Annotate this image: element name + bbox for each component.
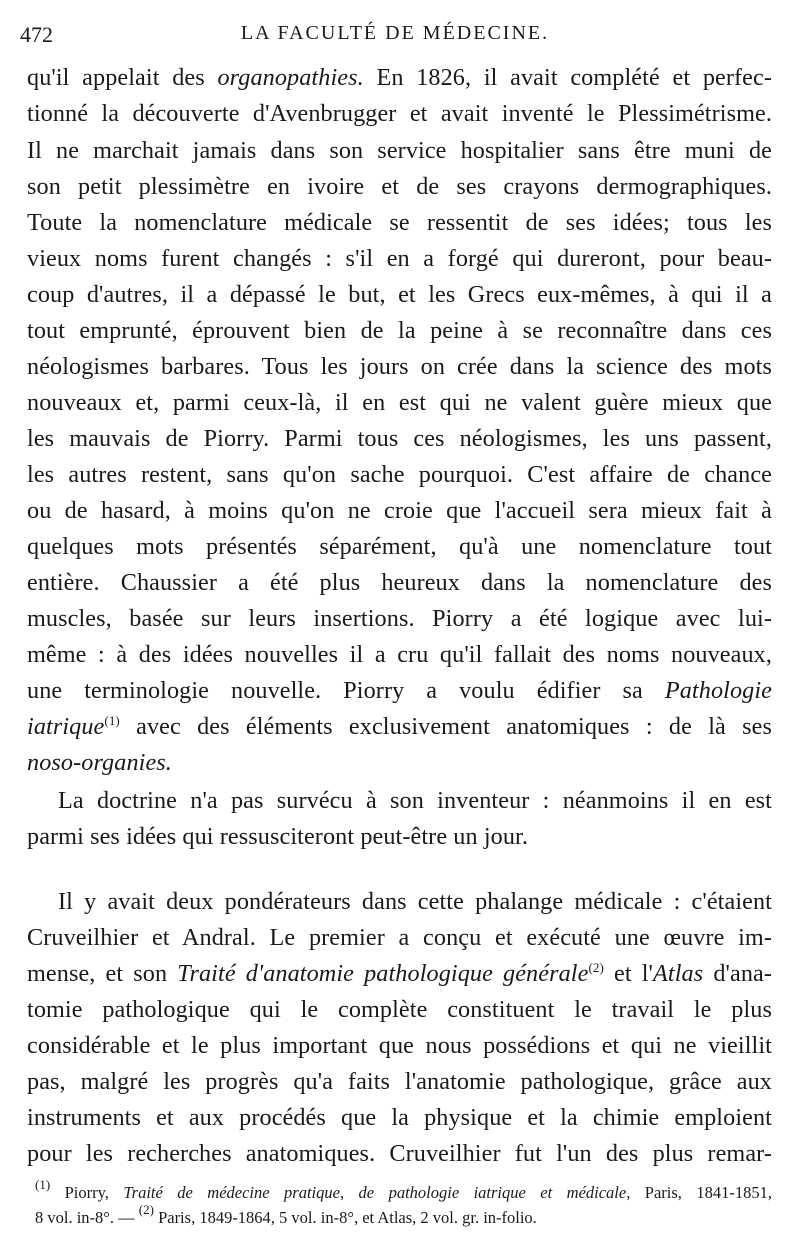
- text-line: iatrique$^{(1)}$ avec des éléments exclusivement anatomiques : de là ses: [27, 713, 772, 740]
- text-line: La doctrine n'a pas survécu à son inventeur : néanmoins il en est: [58, 787, 772, 814]
- text-line: même : à des idées nouvelles il a cru qu'il fallait des noms nouveaux,: [27, 641, 772, 668]
- text-line: néologismes barbares. Tous les jours on crée dans la science des mots: [27, 353, 772, 380]
- text-line: vieux noms furent changés : s'il en a forgé qui dureront, pour beau-: [27, 245, 772, 272]
- text-line: pour les recherches anatomiques. Cruveilhier fut l'un des plus remar-: [27, 1140, 772, 1167]
- text-line: Toute la nomenclature médicale se ressentit de ses idées; tous les: [27, 209, 772, 236]
- text-line: une terminologie nouvelle. Piorry a voulu édifier sa Pathologie: [27, 677, 772, 704]
- text-line: muscles, basée sur leurs insertions. Piorry a été logique avec lui-: [27, 605, 772, 632]
- text-line: tout emprunté, éprouvent bien de la peine à se reconnaître dans ces: [27, 317, 772, 344]
- text-line: coup d'autres, il a dépassé le but, et les Grecs eux-mêmes, à qui il a: [27, 281, 772, 308]
- text-line: qu'il appelait des organopathies. En 1826, il avait complété et perfec-: [27, 64, 772, 91]
- text-line: mense, et son Traité d'anatomie pathologique générale$^{(2)}$ et l'Atlas d'ana-: [27, 960, 773, 987]
- text-line: tomie pathologique qui le complète constituent le travail le plus: [27, 996, 772, 1023]
- text-line: pas, malgré les progrès qu'a faits l'anatomie pathologique, grâce aux: [27, 1068, 772, 1095]
- footnote-line: 8 vol. in-8°. — $^{(2)}$ Paris, 1849-1864, 5 vol. in-8°, et Atlas, 2 vol. gr. in-folio.: [35, 1202, 537, 1227]
- text-line: son petit plessimètre en ivoire et de ses crayons dermographiques.: [27, 173, 772, 200]
- text-line: Cruveilhier et Andral. Le premier a conçu et exécuté une œuvre im-: [27, 924, 772, 951]
- text-line: quelques mots présentés séparément, qu'à une nomenclature tout: [27, 533, 772, 560]
- text-line: ou de hasard, à moins qu'on ne croie que l'accueil sera mieux fait à: [27, 497, 772, 524]
- footnote-ref: (1): [104, 713, 120, 728]
- text-line: nouveaux et, parmi ceux-là, il en est qui ne valent guère mieux que: [27, 389, 772, 416]
- text-line: noso-organies.: [27, 749, 172, 776]
- text-line: parmi ses idées qui ressusciteront peut-être un jour.: [27, 823, 529, 850]
- text-line: les autres restent, sans qu'on sache pourquoi. C'est affaire de chance: [27, 461, 772, 488]
- footnote-marker: (2): [138, 1202, 154, 1217]
- text-line: tionné la découverte d'Avenbrugger et avait inventé le Plessimétrisme.: [27, 100, 772, 127]
- footnote-marker: (1): [35, 1177, 51, 1192]
- text-line: instruments et aux procédés que la physique et la chimie emploient: [27, 1104, 772, 1131]
- text-line: Il ne marchait jamais dans son service hospitalier sans être muni de: [27, 137, 772, 164]
- text-line: entière. Chaussier a été plus heureux dans la nomenclature des: [27, 569, 772, 596]
- text-line: les mauvais de Piorry. Parmi tous ces néologismes, les uns passent,: [27, 425, 772, 452]
- page-header: [20, 22, 770, 52]
- text-line: considérable et le plus important que nous possédions et qui ne vieillit: [27, 1032, 772, 1059]
- text-line: Il y avait deux pondérateurs dans cette phalange médicale : c'étaient: [58, 888, 772, 915]
- running-title: LA FACULTÉ DE MÉDECINE.: [240, 22, 550, 44]
- footnote-line: $^{(1)}$ Piorry, Traité de médecine pratique, de pathologie iatrique et médicale, Paris, 1841-1851,: [35, 1177, 772, 1202]
- footnote-ref: (2): [588, 960, 604, 975]
- page-number: 472: [20, 22, 53, 47]
